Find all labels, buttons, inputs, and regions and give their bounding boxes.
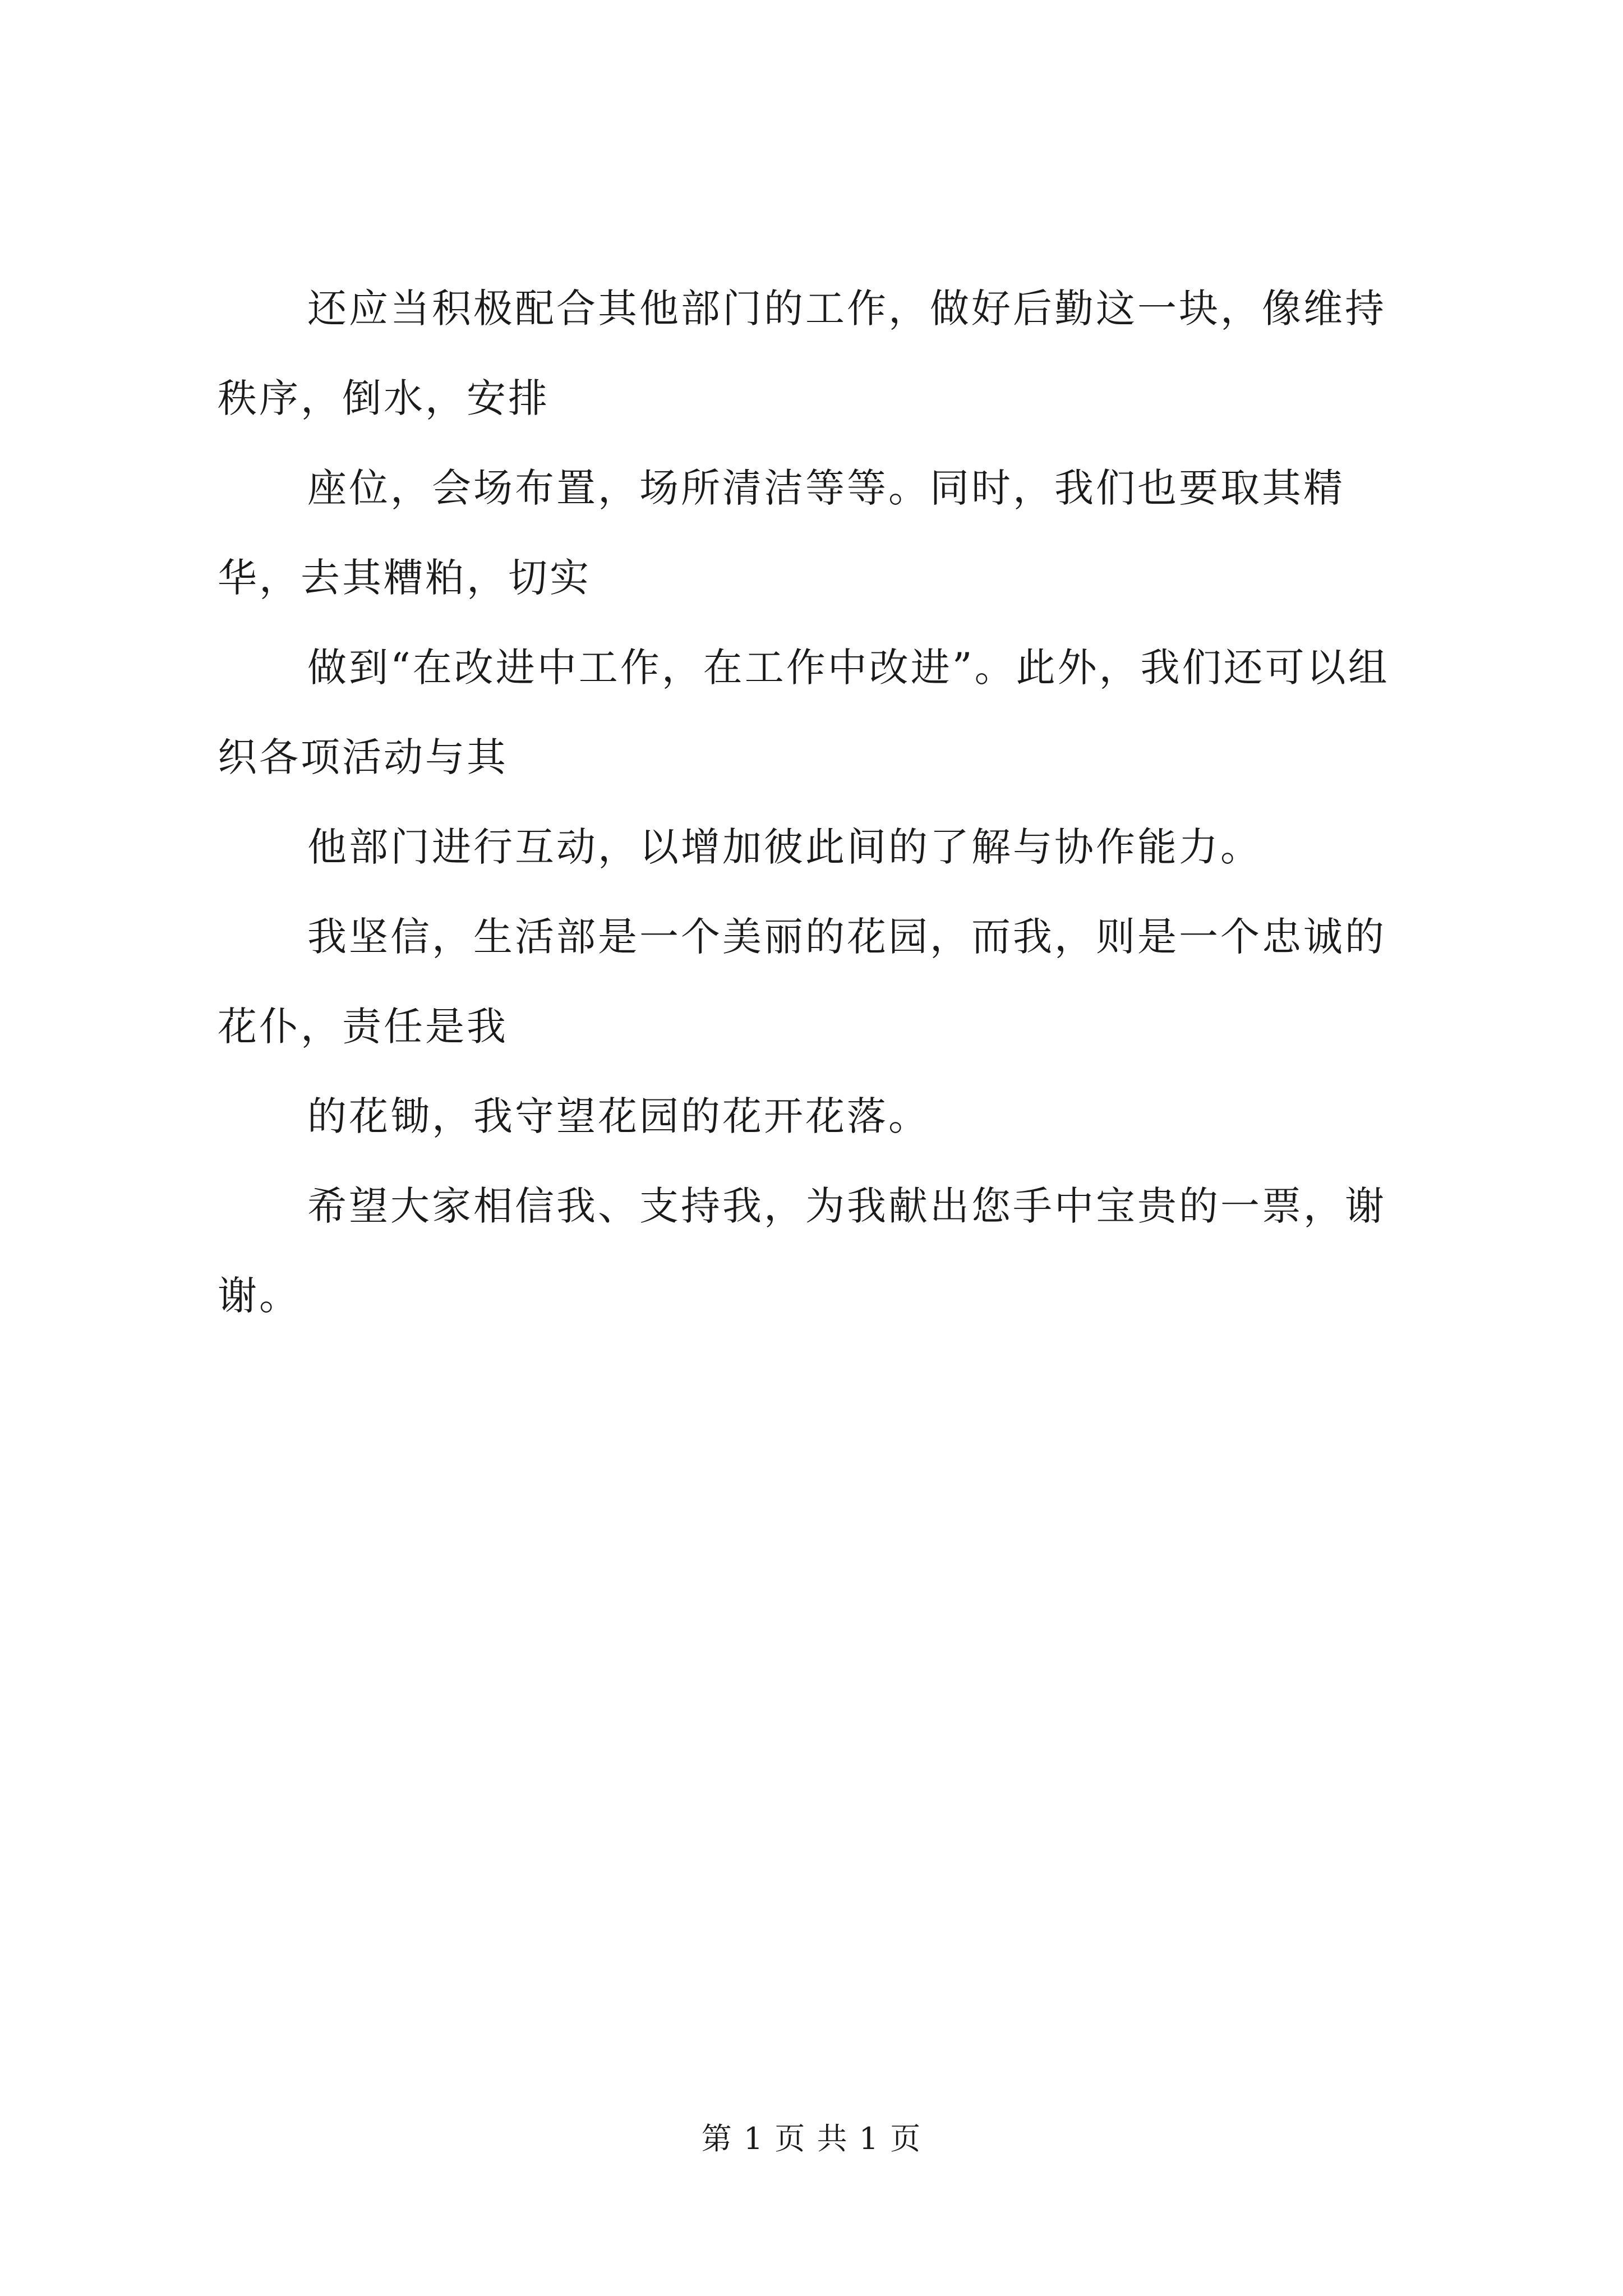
paragraph: 还应当积极配合其他部门的工作，做好后勤这一块，像维持秩序，倒水，安排 — [218, 286, 1386, 421]
paragraph: 做到“在改进中工作，在工作中改进”。此外，我们还可以组织各项活动与其 — [218, 645, 1390, 780]
paragraph: 我坚信，生活部是一个美丽的花园，而我，则是一个忠诚的花仆，责任是我 — [218, 914, 1386, 1050]
paragraph: 希望大家相信我、支持我，为我献出您手中宝贵的一票，谢谢。 — [218, 1183, 1386, 1319]
paragraph: 座位，会场布置，场所清洁等等。同时，我们也要取其精华，去其糟粕，切实 — [218, 465, 1345, 601]
paragraph: 他部门进行互动，以增加彼此间的了解与协作能力。 — [307, 824, 1262, 870]
page-footer: 第 1 页 共 1 页 — [701, 2121, 922, 2156]
document-body — [218, 264, 1423, 1341]
paragraph: 的花锄，我守望花园的花开花落。 — [307, 1093, 930, 1139]
